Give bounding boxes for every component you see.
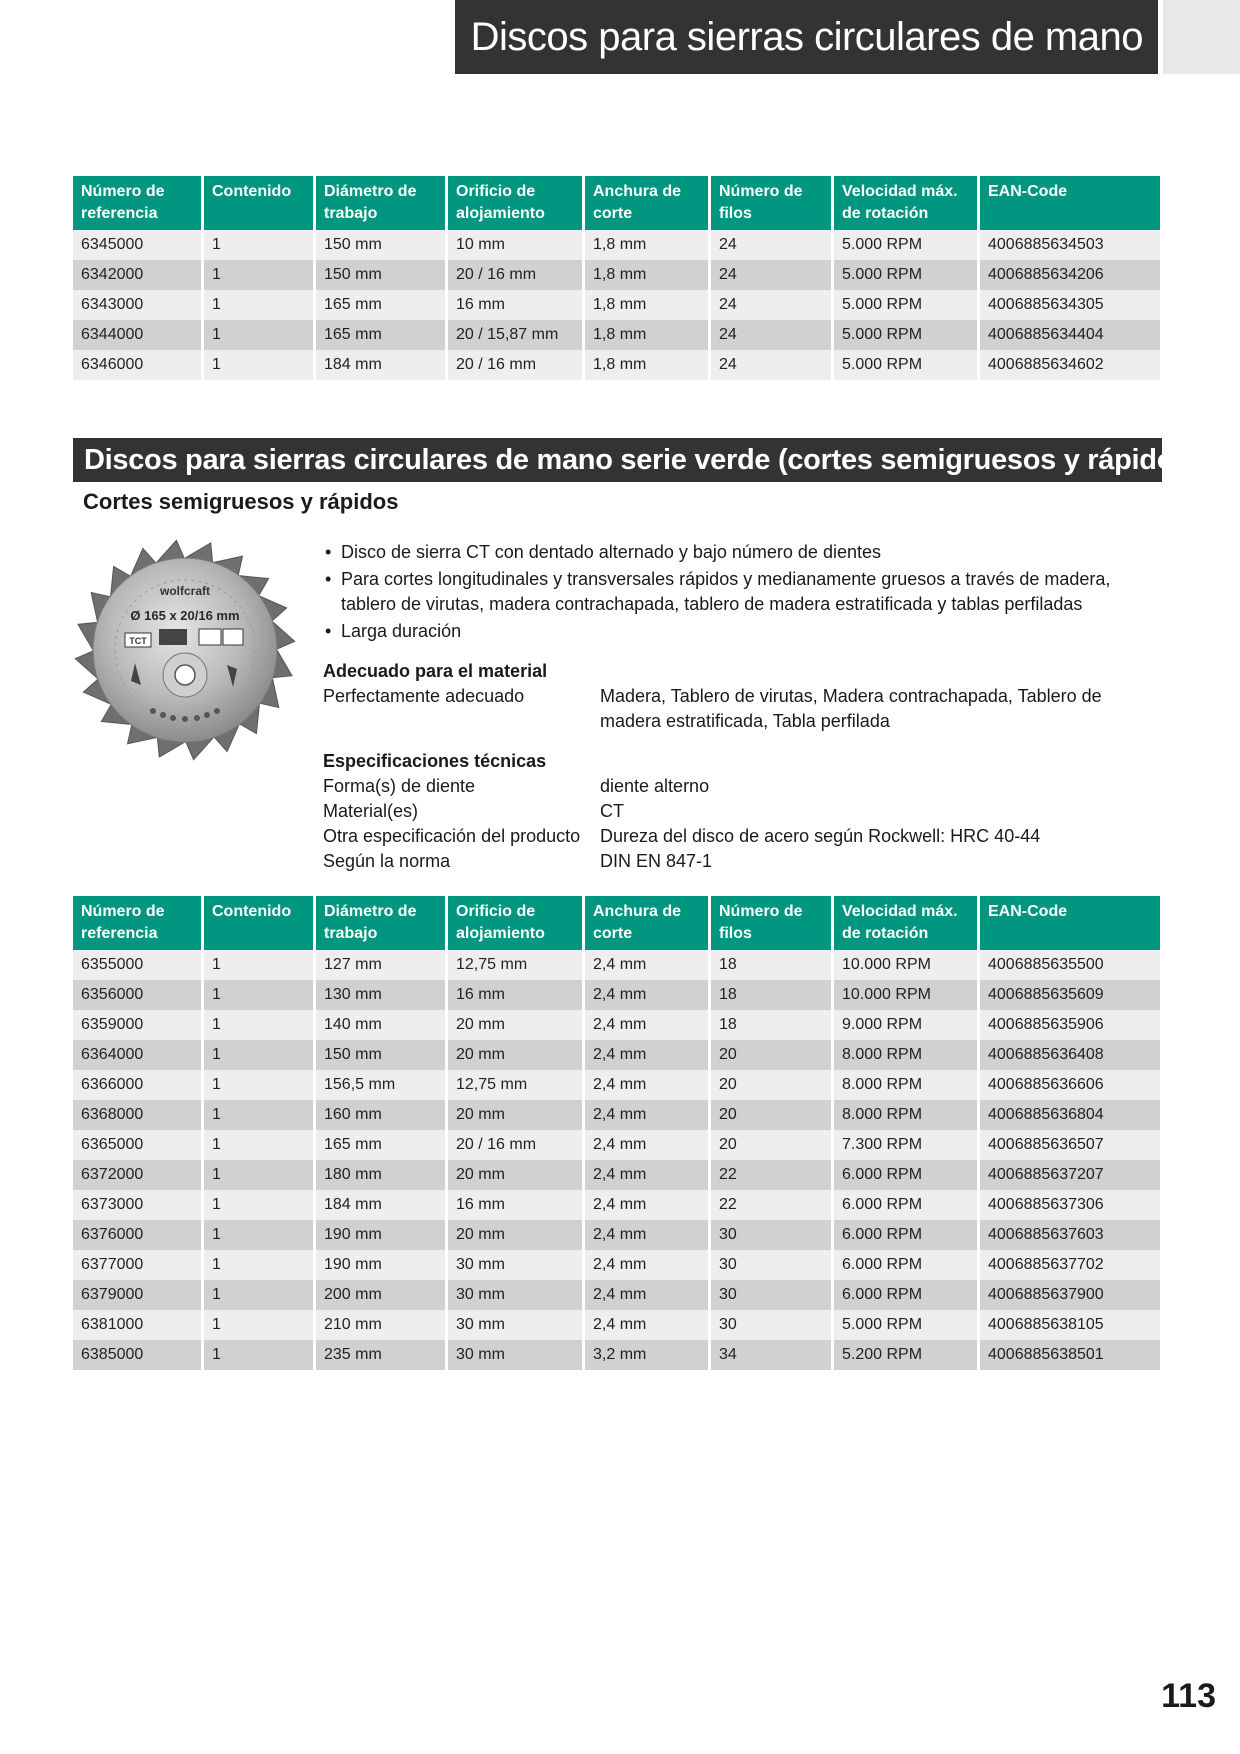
table-cell: 4006885638105: [980, 1310, 1160, 1340]
table-cell: 4006885638501: [980, 1340, 1160, 1370]
specs-table: [323, 774, 1153, 874]
section-title: Discos para sierras circulares de mano serie verde (cortes semigruesos y rápidos): [73, 438, 1162, 482]
material-table: [323, 684, 1153, 734]
table-cell: 24: [711, 290, 834, 320]
table-cell: 1: [204, 1280, 316, 1310]
column-header: Diámetro de trabajo: [316, 896, 448, 950]
table-cell: 9.000 RPM: [834, 1010, 980, 1040]
table-cell: 1: [204, 290, 316, 320]
table-cell: 190 mm: [316, 1250, 448, 1280]
table-cell: 1: [204, 1070, 316, 1100]
table-cell: 2,4 mm: [585, 1220, 711, 1250]
table-row: [73, 230, 1160, 260]
page-number: 113: [1161, 1677, 1216, 1715]
table-cell: 6372000: [73, 1160, 204, 1190]
table-cell: 1: [204, 1100, 316, 1130]
table-cell: 1: [204, 1220, 316, 1250]
saw-blade-image: [73, 535, 298, 765]
table-cell: 180 mm: [316, 1160, 448, 1190]
material-heading: Adecuado para el material: [323, 661, 548, 681]
table-cell: 1: [204, 1190, 316, 1220]
table-cell: 6365000: [73, 1130, 204, 1160]
table-cell: 12,75 mm: [448, 1070, 585, 1100]
column-header: EAN-Code: [980, 896, 1160, 950]
table-cell: 4006885637900: [980, 1280, 1160, 1310]
blade-size-text: Ø 165 x 20/16 mm: [130, 608, 240, 623]
spec-key: Forma(s) de diente: [323, 776, 476, 796]
table-cell: 8.000 RPM: [834, 1100, 980, 1130]
table-cell: 4006885634305: [980, 290, 1160, 320]
table-cell: 20 / 16 mm: [448, 260, 585, 290]
table-cell: 1,8 mm: [585, 260, 711, 290]
table-cell: 30: [711, 1310, 834, 1340]
column-header: Orificio de alojamiento: [448, 176, 585, 230]
table-cell: 2,4 mm: [585, 1070, 711, 1100]
table-cell: 1,8 mm: [585, 350, 711, 380]
table-cell: 4006885636606: [980, 1070, 1160, 1100]
table-cell: 1: [204, 230, 316, 260]
table-cell: 30 mm: [448, 1340, 585, 1370]
table-cell: 30: [711, 1250, 834, 1280]
table-cell: 20: [711, 1070, 834, 1100]
table-cell: 5.000 RPM: [834, 1310, 980, 1340]
column-header: Velocidad máx. de rotación: [834, 176, 980, 230]
table-cell: 20 / 16 mm: [448, 1130, 585, 1160]
table-cell: 18: [711, 950, 834, 980]
table-cell: 5.000 RPM: [834, 320, 980, 350]
table-cell: 10 mm: [448, 230, 585, 260]
table-cell: 6364000: [73, 1040, 204, 1070]
table-cell: 156,5 mm: [316, 1070, 448, 1100]
table-cell: 4006885634602: [980, 350, 1160, 380]
table-cell: 24: [711, 350, 834, 380]
table-row: [73, 350, 1160, 380]
table-cell: 12,75 mm: [448, 950, 585, 980]
table-cell: 6355000: [73, 950, 204, 980]
table-cell: 150 mm: [316, 260, 448, 290]
table-cell: 4006885636804: [980, 1100, 1160, 1130]
table-row: [73, 290, 1160, 320]
table-cell: 5.000 RPM: [834, 290, 980, 320]
table-cell: 4006885634206: [980, 260, 1160, 290]
table-cell: 5.000 RPM: [834, 260, 980, 290]
table-row: [73, 1070, 1160, 1100]
page-tab-marker: [1163, 0, 1240, 74]
table-cell: 165 mm: [316, 320, 448, 350]
table-row: [73, 1160, 1160, 1190]
table-cell: 1: [204, 320, 316, 350]
column-header: Diámetro de trabajo: [316, 176, 448, 230]
table-cell: 2,4 mm: [585, 1130, 711, 1160]
table-cell: 2,4 mm: [585, 980, 711, 1010]
table-cell: 24: [711, 260, 834, 290]
section-subtitle: Cortes semigruesos y rápidos: [83, 489, 399, 514]
column-header: Número de referencia: [73, 896, 204, 950]
table-cell: 4006885635500: [980, 950, 1160, 980]
table-cell: 20 mm: [448, 1100, 585, 1130]
table-cell: 6346000: [73, 350, 204, 380]
table-cell: 16 mm: [448, 1190, 585, 1220]
table-cell: 34: [711, 1340, 834, 1370]
blade-tct-text: TCT: [129, 636, 147, 646]
table-cell: 160 mm: [316, 1100, 448, 1130]
table-cell: 1,8 mm: [585, 320, 711, 350]
table-row: [73, 1190, 1160, 1220]
table-cell: 165 mm: [316, 1130, 448, 1160]
table-row: [73, 320, 1160, 350]
table-cell: 6379000: [73, 1280, 204, 1310]
column-header: Orificio de alojamiento: [448, 896, 585, 950]
table-cell: 18: [711, 1010, 834, 1040]
table-cell: 4006885634404: [980, 320, 1160, 350]
spec-key: Material(es): [323, 801, 419, 821]
table-row: [73, 980, 1160, 1010]
table-cell: 2,4 mm: [585, 1280, 711, 1310]
column-header: EAN-Code: [980, 176, 1160, 230]
table-cell: 10.000 RPM: [834, 980, 980, 1010]
page-title: Discos para sierras circulares de mano: [455, 0, 1158, 74]
table-cell: 6342000: [73, 260, 204, 290]
table-cell: 30: [711, 1280, 834, 1310]
table-cell: 6377000: [73, 1250, 204, 1280]
table-cell: 1: [204, 950, 316, 980]
table-cell: 4006885637702: [980, 1250, 1160, 1280]
table-cell: 5.000 RPM: [834, 230, 980, 260]
table-cell: 6.000 RPM: [834, 1160, 980, 1190]
table-cell: 2,4 mm: [585, 1310, 711, 1340]
table-cell: 150 mm: [316, 1040, 448, 1070]
table-cell: 30 mm: [448, 1280, 585, 1310]
spec-value: CT: [600, 801, 624, 821]
table-cell: 22: [711, 1190, 834, 1220]
table-cell: 20 mm: [448, 1160, 585, 1190]
table-row: [73, 950, 1160, 980]
table-cell: 6368000: [73, 1100, 204, 1130]
table-cell: 140 mm: [316, 1010, 448, 1040]
table-cell: 2,4 mm: [585, 1190, 711, 1220]
table-cell: 6343000: [73, 290, 204, 320]
table-cell: 20 / 16 mm: [448, 350, 585, 380]
table-cell: 1: [204, 980, 316, 1010]
table-cell: 6.000 RPM: [834, 1250, 980, 1280]
specs-heading: Especificaciones técnicas: [323, 751, 547, 771]
table-cell: 200 mm: [316, 1280, 448, 1310]
table-cell: 6.000 RPM: [834, 1280, 980, 1310]
column-header: Anchura de corte: [585, 176, 711, 230]
spec-value: Dureza del disco de acero según Rockwell: HRC 40-44: [600, 826, 1041, 846]
table-cell: 16 mm: [448, 980, 585, 1010]
table-cell: 6356000: [73, 980, 204, 1010]
column-header: Número de filos: [711, 176, 834, 230]
table-cell: 8.000 RPM: [834, 1040, 980, 1070]
blade-brand-text: wolfcraft: [159, 584, 211, 598]
table-cell: 24: [711, 320, 834, 350]
product-table-1: [73, 176, 1160, 380]
table-cell: 190 mm: [316, 1220, 448, 1250]
table-cell: 16 mm: [448, 290, 585, 320]
table-cell: 20 mm: [448, 1220, 585, 1250]
table-cell: 1: [204, 1010, 316, 1040]
table-cell: 22: [711, 1160, 834, 1190]
table-cell: 1: [204, 1040, 316, 1070]
table-row: [73, 1010, 1160, 1040]
table-cell: 18: [711, 980, 834, 1010]
table-cell: 4006885636408: [980, 1040, 1160, 1070]
table-cell: 6345000: [73, 230, 204, 260]
spec-key: Perfectamente adecuado: [323, 686, 525, 706]
table-cell: 1: [204, 1250, 316, 1280]
table-cell: 1: [204, 260, 316, 290]
table-cell: 4006885636507: [980, 1130, 1160, 1160]
table-cell: 20 / 15,87 mm: [448, 320, 585, 350]
table-cell: 4006885637207: [980, 1160, 1160, 1190]
table-cell: 5.200 RPM: [834, 1340, 980, 1370]
table-cell: 6373000: [73, 1190, 204, 1220]
table-cell: 6359000: [73, 1010, 204, 1040]
table-cell: 8.000 RPM: [834, 1070, 980, 1100]
spec-row: [323, 799, 1153, 824]
table-row: [73, 1100, 1160, 1130]
table-cell: 6.000 RPM: [834, 1220, 980, 1250]
table-cell: 130 mm: [316, 980, 448, 1010]
table-cell: 5.000 RPM: [834, 350, 980, 380]
table-row: [73, 260, 1160, 290]
column-header: Número de filos: [711, 896, 834, 950]
table-cell: 184 mm: [316, 1190, 448, 1220]
table-cell: 30: [711, 1220, 834, 1250]
table-cell: 3,2 mm: [585, 1340, 711, 1370]
table-row: [73, 1280, 1160, 1310]
table-cell: 20: [711, 1100, 834, 1130]
column-header: Velocidad máx. de rotación: [834, 896, 980, 950]
spec-row: [323, 849, 1153, 874]
table-cell: 20: [711, 1040, 834, 1070]
table-row: [73, 1130, 1160, 1160]
table-cell: 1,8 mm: [585, 230, 711, 260]
table-cell: 2,4 mm: [585, 1040, 711, 1070]
table-cell: 20 mm: [448, 1010, 585, 1040]
table-cell: 1,8 mm: [585, 290, 711, 320]
table-cell: 1: [204, 350, 316, 380]
list-item: • Larga duración: [323, 619, 1143, 644]
column-header: Anchura de corte: [585, 896, 711, 950]
table-cell: 2,4 mm: [585, 1010, 711, 1040]
table-cell: 6366000: [73, 1070, 204, 1100]
table-cell: 1: [204, 1310, 316, 1340]
table-cell: 4006885635609: [980, 980, 1160, 1010]
table-cell: 2,4 mm: [585, 1100, 711, 1130]
spec-row: [323, 684, 1153, 734]
spec-row: [323, 774, 1153, 799]
table-cell: 20: [711, 1130, 834, 1160]
product-table-2: [73, 896, 1160, 1370]
table-header-row: [73, 176, 1160, 230]
table-cell: 6344000: [73, 320, 204, 350]
table-cell: 4006885634503: [980, 230, 1160, 260]
column-header: Contenido: [204, 896, 316, 950]
table-cell: 4006885635906: [980, 1010, 1160, 1040]
list-item: • Para cortes longitudinales y transversales rápidos y medianamente gruesos a través de madera, tablero de virutas, madera contrachapada, tablero de madera estratificada y tablas perfiladas: [323, 567, 1143, 617]
table-header-row: [73, 896, 1160, 950]
table-cell: 1: [204, 1340, 316, 1370]
table-cell: 6385000: [73, 1340, 204, 1370]
table-cell: 10.000 RPM: [834, 950, 980, 980]
spec-key: Según la norma: [323, 851, 451, 871]
table-cell: 150 mm: [316, 230, 448, 260]
spec-value: Madera, Tablero de virutas, Madera contrachapada, Tablero de madera estratificada, Tabla perfilada: [600, 686, 1102, 731]
table-cell: 2,4 mm: [585, 950, 711, 980]
table-cell: 6381000: [73, 1310, 204, 1340]
spec-key: Otra especificación del producto: [323, 826, 581, 846]
table-row: [73, 1250, 1160, 1280]
table-row: [73, 1310, 1160, 1340]
spec-value: DIN EN 847-1: [600, 851, 713, 871]
table-cell: 165 mm: [316, 290, 448, 320]
feature-list: [323, 540, 1143, 646]
table-cell: 6376000: [73, 1220, 204, 1250]
column-header: Número de referencia: [73, 176, 204, 230]
table-cell: 2,4 mm: [585, 1160, 711, 1190]
table-cell: 235 mm: [316, 1340, 448, 1370]
table-cell: 1: [204, 1160, 316, 1190]
table-cell: 4006885637603: [980, 1220, 1160, 1250]
table-cell: 210 mm: [316, 1310, 448, 1340]
table-row: [73, 1220, 1160, 1250]
table-cell: 1: [204, 1130, 316, 1160]
list-item: • Disco de sierra CT con dentado alternado y bajo número de dientes: [323, 540, 1143, 565]
spec-row: [323, 824, 1153, 849]
table-cell: 2,4 mm: [585, 1250, 711, 1280]
table-cell: 30 mm: [448, 1310, 585, 1340]
table-row: [73, 1340, 1160, 1370]
table-cell: 30 mm: [448, 1250, 585, 1280]
spec-value: diente alterno: [600, 776, 710, 796]
table-row: [73, 1040, 1160, 1070]
column-header: Contenido: [204, 176, 316, 230]
table-cell: 20 mm: [448, 1040, 585, 1070]
table-cell: 184 mm: [316, 350, 448, 380]
table-cell: 6.000 RPM: [834, 1190, 980, 1220]
table-cell: 7.300 RPM: [834, 1130, 980, 1160]
table-cell: 24: [711, 230, 834, 260]
table-cell: 4006885637306: [980, 1190, 1160, 1220]
table-cell: 127 mm: [316, 950, 448, 980]
